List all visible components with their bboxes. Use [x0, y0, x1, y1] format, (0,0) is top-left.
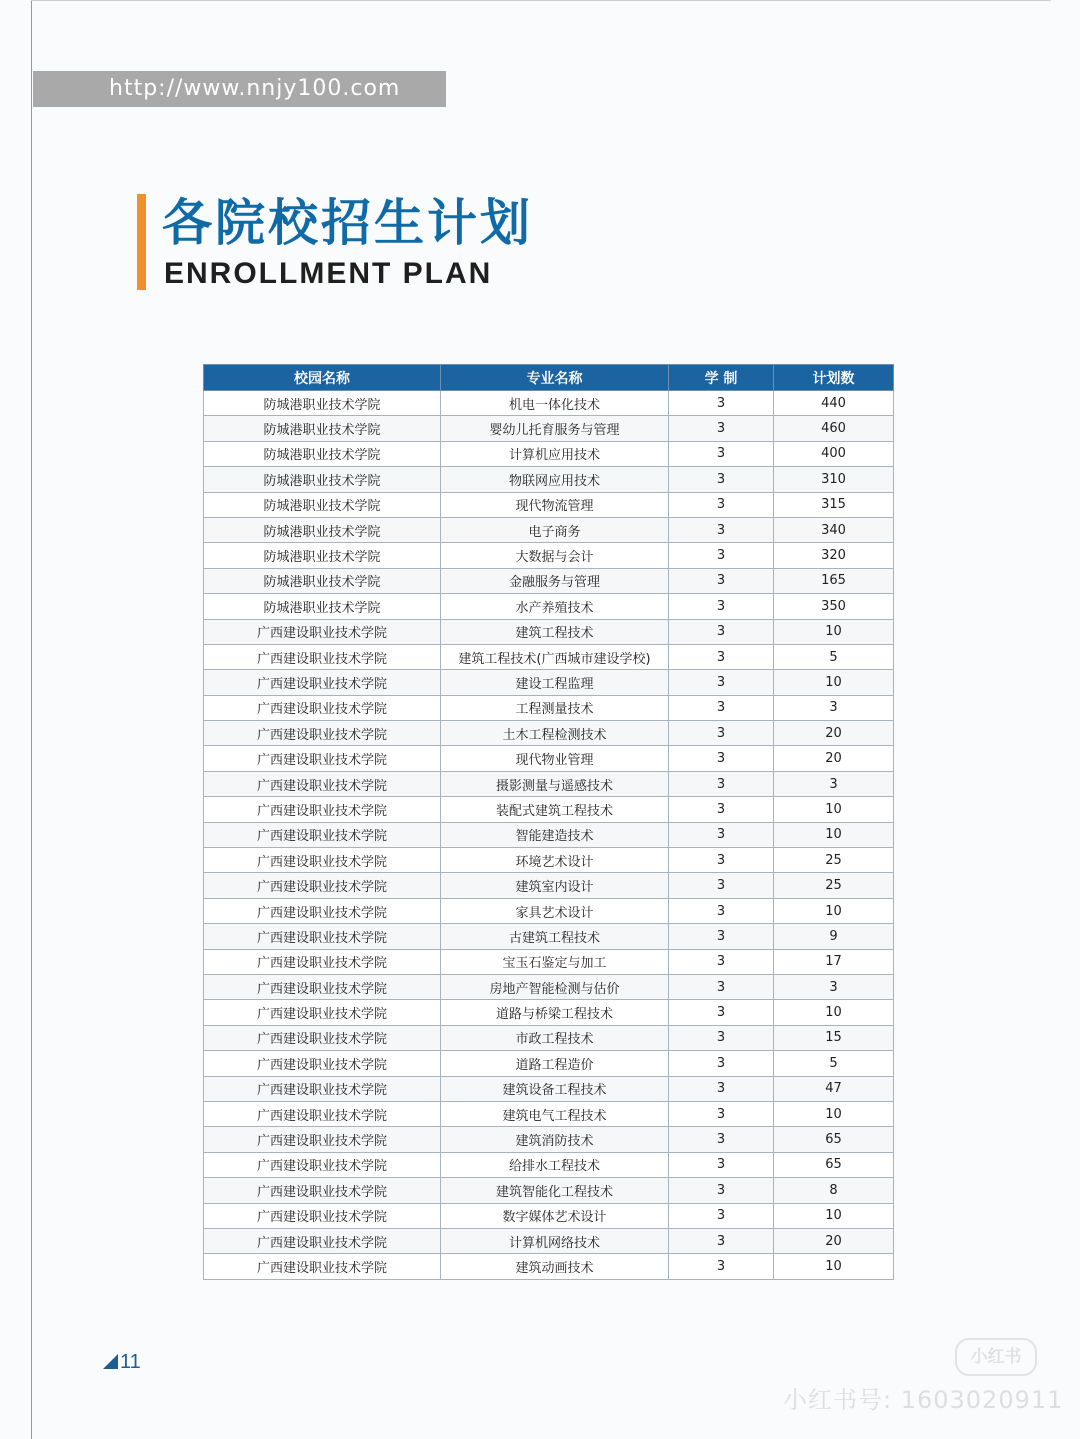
cell-campus: 广西建设职业技术学院 [204, 644, 441, 669]
cell-campus: 广西建设职业技术学院 [204, 924, 441, 949]
cell-campus: 防城港职业技术学院 [204, 543, 441, 568]
table-row [204, 949, 894, 974]
watermark-logo: 小红书 [955, 1338, 1037, 1376]
cell-quota: 15 [774, 1025, 894, 1050]
cell-major: 计算机应用技术 [441, 441, 669, 466]
cell-quota: 10 [774, 619, 894, 644]
title-accent-bar [137, 194, 146, 290]
cell-campus: 广西建设职业技术学院 [204, 695, 441, 720]
cell-major: 大数据与会计 [441, 543, 669, 568]
cell-quota: 8 [774, 1178, 894, 1203]
cell-duration: 3 [669, 670, 774, 695]
cell-major: 建筑室内设计 [441, 873, 669, 898]
table-row [204, 416, 894, 441]
cell-quota: 10 [774, 1203, 894, 1228]
cell-major: 数字媒体艺术设计 [441, 1203, 669, 1228]
cell-major: 建筑电气工程技术 [441, 1101, 669, 1126]
cell-campus: 广西建设职业技术学院 [204, 721, 441, 746]
table-row [204, 695, 894, 720]
cell-campus: 广西建设职业技术学院 [204, 619, 441, 644]
cell-duration: 3 [669, 1025, 774, 1050]
cell-quota: 5 [774, 1051, 894, 1076]
table-row [204, 1000, 894, 1025]
cell-duration: 3 [669, 721, 774, 746]
cell-campus: 广西建设职业技术学院 [204, 1254, 441, 1279]
column-header-campus: 校园名称 [204, 365, 441, 391]
cell-quota: 440 [774, 391, 894, 416]
cell-campus: 广西建设职业技术学院 [204, 771, 441, 796]
cell-major: 物联网应用技术 [441, 467, 669, 492]
cell-duration: 3 [669, 797, 774, 822]
table-row [204, 391, 894, 416]
cell-quota: 3 [774, 771, 894, 796]
table-row [204, 1228, 894, 1253]
cell-major: 土木工程检测技术 [441, 721, 669, 746]
cell-quota: 17 [774, 949, 894, 974]
cell-quota: 9 [774, 924, 894, 949]
table-row [204, 1152, 894, 1177]
cell-major: 建筑设备工程技术 [441, 1076, 669, 1101]
cell-major: 电子商务 [441, 517, 669, 542]
cell-duration: 3 [669, 517, 774, 542]
table-row [204, 797, 894, 822]
cell-quota: 320 [774, 543, 894, 568]
cell-quota: 20 [774, 721, 894, 746]
cell-duration: 3 [669, 1228, 774, 1253]
table-row [204, 1076, 894, 1101]
cell-major: 房地产智能检测与估价 [441, 974, 669, 999]
cell-duration: 3 [669, 1127, 774, 1152]
cell-campus: 广西建设职业技术学院 [204, 1076, 441, 1101]
cell-duration: 3 [669, 1152, 774, 1177]
cell-duration: 3 [669, 594, 774, 619]
cell-quota: 10 [774, 670, 894, 695]
table-row [204, 644, 894, 669]
table-row [204, 670, 894, 695]
cell-duration: 3 [669, 949, 774, 974]
cell-duration: 3 [669, 441, 774, 466]
cell-duration: 3 [669, 391, 774, 416]
page-title-english: ENROLLMENT PLAN [164, 257, 493, 290]
table-row [204, 568, 894, 593]
enrollment-table [203, 364, 894, 1280]
cell-duration: 3 [669, 746, 774, 771]
cell-campus: 广西建设职业技术学院 [204, 822, 441, 847]
cell-quota: 165 [774, 568, 894, 593]
page-number [103, 1350, 141, 1374]
cell-quota: 47 [774, 1076, 894, 1101]
cell-duration: 3 [669, 1254, 774, 1279]
cell-campus: 防城港职业技术学院 [204, 594, 441, 619]
cell-major: 市政工程技术 [441, 1025, 669, 1050]
cell-quota: 340 [774, 517, 894, 542]
cell-campus: 广西建设职业技术学院 [204, 1152, 441, 1177]
cell-quota: 3 [774, 974, 894, 999]
table-row [204, 619, 894, 644]
table-row [204, 1025, 894, 1050]
cell-duration: 3 [669, 492, 774, 517]
table-row [204, 974, 894, 999]
cell-campus: 防城港职业技术学院 [204, 517, 441, 542]
cell-major: 环境艺术设计 [441, 848, 669, 873]
column-header-quota: 计划数 [774, 365, 894, 391]
cell-campus: 防城港职业技术学院 [204, 441, 441, 466]
cell-duration: 3 [669, 1101, 774, 1126]
column-header-major: 专业名称 [441, 365, 669, 391]
cell-major: 给排水工程技术 [441, 1152, 669, 1177]
column-header-duration: 学 制 [669, 365, 774, 391]
cell-duration: 3 [669, 416, 774, 441]
cell-quota: 3 [774, 695, 894, 720]
cell-campus: 广西建设职业技术学院 [204, 949, 441, 974]
cell-duration: 3 [669, 1203, 774, 1228]
table-row [204, 517, 894, 542]
cell-major: 装配式建筑工程技术 [441, 797, 669, 822]
cell-quota: 65 [774, 1127, 894, 1152]
cell-major: 家具艺术设计 [441, 898, 669, 923]
table-row [204, 721, 894, 746]
cell-campus: 广西建设职业技术学院 [204, 1000, 441, 1025]
cell-quota: 10 [774, 898, 894, 923]
cell-duration: 3 [669, 1076, 774, 1101]
table-row [204, 822, 894, 847]
cell-quota: 10 [774, 822, 894, 847]
cell-duration: 3 [669, 822, 774, 847]
cell-campus: 防城港职业技术学院 [204, 492, 441, 517]
cell-duration: 3 [669, 568, 774, 593]
cell-campus: 广西建设职业技术学院 [204, 1203, 441, 1228]
cell-quota: 10 [774, 797, 894, 822]
cell-major: 现代物业管理 [441, 746, 669, 771]
cell-quota: 10 [774, 1000, 894, 1025]
table-row [204, 1178, 894, 1203]
cell-quota: 400 [774, 441, 894, 466]
table-row [204, 1101, 894, 1126]
cell-major: 建筑智能化工程技术 [441, 1178, 669, 1203]
cell-campus: 广西建设职业技术学院 [204, 974, 441, 999]
cell-quota: 20 [774, 746, 894, 771]
cell-duration: 3 [669, 1000, 774, 1025]
cell-major: 宝玉石鉴定与加工 [441, 949, 669, 974]
cell-campus: 防城港职业技术学院 [204, 467, 441, 492]
cell-duration: 3 [669, 644, 774, 669]
left-border-line [31, 0, 32, 1439]
cell-duration: 3 [669, 898, 774, 923]
cell-major: 工程测量技术 [441, 695, 669, 720]
cell-major: 计算机网络技术 [441, 1228, 669, 1253]
table-row [204, 873, 894, 898]
table-body [204, 391, 894, 1280]
cell-quota: 5 [774, 644, 894, 669]
cell-quota: 10 [774, 1254, 894, 1279]
cell-campus: 广西建设职业技术学院 [204, 1178, 441, 1203]
url-banner[interactable]: http://www.nnjy100.com [33, 71, 446, 107]
cell-quota: 315 [774, 492, 894, 517]
cell-major: 金融服务与管理 [441, 568, 669, 593]
cell-campus: 广西建设职业技术学院 [204, 1101, 441, 1126]
cell-major: 道路工程造价 [441, 1051, 669, 1076]
cell-quota: 10 [774, 1101, 894, 1126]
cell-campus: 防城港职业技术学院 [204, 391, 441, 416]
table-header-row [204, 365, 894, 391]
cell-duration: 3 [669, 619, 774, 644]
cell-major: 现代物流管理 [441, 492, 669, 517]
table-row [204, 1051, 894, 1076]
page-number-text: 11 [120, 1351, 141, 1373]
cell-major: 古建筑工程技术 [441, 924, 669, 949]
cell-duration: 3 [669, 924, 774, 949]
cell-quota: 25 [774, 848, 894, 873]
watermark-text: 小红书号: 1603020911 [783, 1386, 1064, 1414]
table-row [204, 1203, 894, 1228]
table-row [204, 771, 894, 796]
top-border-line [31, 0, 1051, 1]
cell-duration: 3 [669, 695, 774, 720]
table-row [204, 467, 894, 492]
cell-quota: 25 [774, 873, 894, 898]
cell-campus: 广西建设职业技术学院 [204, 1051, 441, 1076]
cell-major: 水产养殖技术 [441, 594, 669, 619]
cell-campus: 广西建设职业技术学院 [204, 1228, 441, 1253]
cell-quota: 350 [774, 594, 894, 619]
cell-major: 智能建造技术 [441, 822, 669, 847]
cell-quota: 310 [774, 467, 894, 492]
cell-campus: 广西建设职业技术学院 [204, 898, 441, 923]
cell-major: 建设工程监理 [441, 670, 669, 695]
table-row [204, 848, 894, 873]
table-row [204, 1254, 894, 1279]
cell-campus: 广西建设职业技术学院 [204, 1025, 441, 1050]
cell-campus: 广西建设职业技术学院 [204, 670, 441, 695]
cell-quota: 20 [774, 1228, 894, 1253]
cell-campus: 广西建设职业技术学院 [204, 1127, 441, 1152]
cell-duration: 3 [669, 1051, 774, 1076]
page-corner-triangle-icon [103, 1354, 118, 1369]
cell-major: 婴幼儿托育服务与管理 [441, 416, 669, 441]
cell-duration: 3 [669, 543, 774, 568]
cell-major: 建筑工程技术 [441, 619, 669, 644]
cell-quota: 460 [774, 416, 894, 441]
cell-campus: 广西建设职业技术学院 [204, 797, 441, 822]
cell-duration: 3 [669, 1178, 774, 1203]
cell-duration: 3 [669, 467, 774, 492]
table-row [204, 924, 894, 949]
cell-duration: 3 [669, 848, 774, 873]
cell-duration: 3 [669, 873, 774, 898]
table-row [204, 543, 894, 568]
table-row [204, 594, 894, 619]
page-title-chinese: 各院校招生计划 [162, 194, 533, 252]
table-row [204, 898, 894, 923]
cell-major: 机电一体化技术 [441, 391, 669, 416]
cell-major: 摄影测量与遥感技术 [441, 771, 669, 796]
cell-campus: 防城港职业技术学院 [204, 568, 441, 593]
cell-major: 道路与桥梁工程技术 [441, 1000, 669, 1025]
cell-quota: 65 [774, 1152, 894, 1177]
cell-campus: 广西建设职业技术学院 [204, 873, 441, 898]
cell-major: 建筑动画技术 [441, 1254, 669, 1279]
cell-campus: 广西建设职业技术学院 [204, 746, 441, 771]
cell-campus: 广西建设职业技术学院 [204, 848, 441, 873]
table-row [204, 1127, 894, 1152]
cell-major: 建筑工程技术(广西城市建设学校) [441, 644, 669, 669]
table-row [204, 492, 894, 517]
cell-duration: 3 [669, 771, 774, 796]
cell-campus: 防城港职业技术学院 [204, 416, 441, 441]
table-row [204, 746, 894, 771]
table-row [204, 441, 894, 466]
cell-duration: 3 [669, 974, 774, 999]
cell-major: 建筑消防技术 [441, 1127, 669, 1152]
